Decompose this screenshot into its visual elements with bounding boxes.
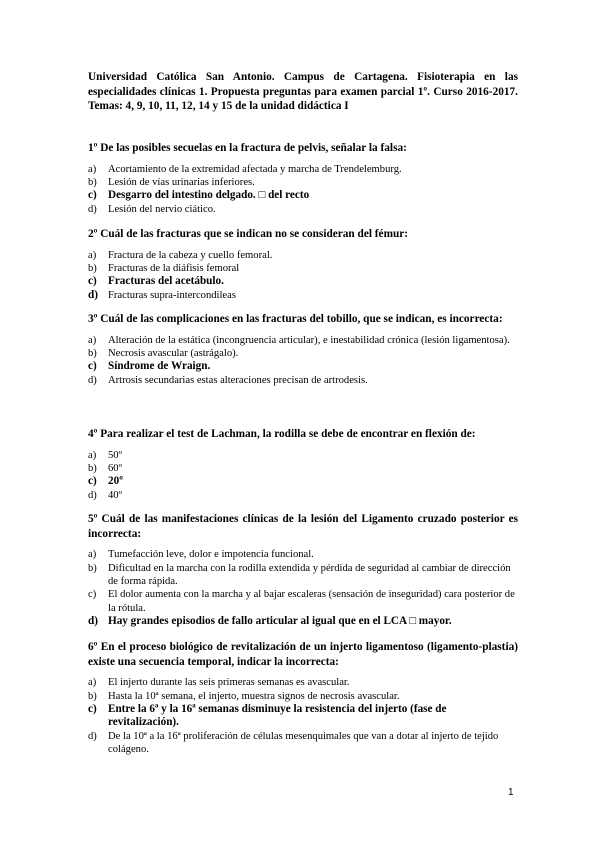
option-b [88, 562, 518, 589]
option-c-correct [88, 189, 518, 202]
option-text: Síndrome de Wraign. [108, 360, 211, 373]
option-text: Acortamiento de la extremidad afectada y marcha de Trendelemburg. [108, 163, 402, 175]
option-a [88, 548, 518, 561]
option-text: El injerto durante las seis primeras semanas es avascular. [108, 677, 350, 689]
question-title: 6º En el proceso biológico de revitalización de un injerto ligamentoso (ligamento-plastia) existe una secuencia temporal, indicar la incorrecta: [88, 641, 518, 668]
option-letter: d) [88, 489, 97, 501]
option-letter: c) [88, 475, 97, 488]
option-letter: d) [88, 615, 98, 628]
question-3 [88, 312, 518, 387]
option-text: Hay grandes episodios de fallo articular al igual que en el LCA □ mayor. [108, 615, 452, 628]
option-text: Alteración de la estática (incongruencia articular), e inestabilidad crónica (lesión ligamentosa). [108, 334, 510, 346]
question-title: 2º Cuál de las fracturas que se indican no se consideran del fémur: [88, 228, 409, 240]
question-title: 1º De las posibles secuelas en la fractura de pelvis, señalar la falsa: [88, 142, 407, 154]
question-title: 3º Cuál de las complicaciones en las fracturas del tobillo, que se indican, es incorrecta: [88, 313, 503, 325]
option-letter: a) [88, 677, 97, 689]
option-d [88, 489, 518, 502]
options-list [88, 163, 518, 217]
option-letter: d) [88, 203, 97, 215]
option-text: 60º [108, 463, 122, 474]
option-a [88, 449, 518, 462]
question-4 [88, 427, 518, 502]
option-text: Fracturas de la diáfisis femoral [108, 263, 240, 274]
option-text: Artrosis secundarias estas alteraciones precisan de artrodesis. [108, 374, 368, 386]
option-d [88, 730, 518, 757]
option-letter: b) [88, 562, 97, 574]
option-c-correct [88, 275, 518, 288]
option-letter: a) [88, 449, 97, 461]
option-b [88, 462, 518, 475]
option-a [88, 249, 518, 262]
option-letter: c) [88, 275, 97, 288]
option-b [88, 262, 518, 275]
option-letter: b) [88, 690, 97, 702]
option-text: Hasta la 10ª semana, el injerto, muestra signos de necrosis avascular. [108, 690, 400, 702]
option-letter: c) [88, 589, 97, 601]
option-text: Fracturas supra-intercondileas [108, 289, 236, 301]
options-list [88, 334, 518, 388]
option-a [88, 163, 518, 176]
option-letter: c) [88, 703, 97, 715]
option-text: 20º [108, 475, 123, 488]
options-list [88, 249, 518, 303]
page-number: 1 [508, 787, 514, 798]
option-text: Entre la 6ª y la 16ª semanas disminuye la resistencia del injerto (fase de revitalización). [108, 703, 447, 729]
option-letter: d) [88, 374, 97, 386]
option-d-correct [88, 615, 518, 628]
option-text: El dolor aumenta con la marcha y al bajar escaleras (sensación de inseguridad) cara posterior de la rótula. [108, 589, 515, 614]
option-letter: b) [88, 263, 97, 274]
option-letter: b) [88, 177, 97, 188]
options-list [88, 676, 518, 756]
option-letter: b) [88, 348, 97, 359]
options-list [88, 449, 518, 503]
option-letter: d) [88, 288, 98, 301]
option-text: Lesión del nervio ciático. [108, 203, 216, 215]
option-b [88, 690, 518, 703]
option-text: De la 10ª a la 16ª proliferación de células mesenquimales que van a dotar al injerto de tejido colágeno. [108, 730, 499, 756]
option-c-correct [88, 475, 518, 488]
option-d [88, 203, 518, 216]
option-letter: a) [88, 249, 97, 261]
question-title: 5º Cuál de las manifestaciones clínicas de la lesión del Ligamento cruzado posterior es incorrecta: [88, 513, 518, 540]
question-5 [88, 512, 518, 629]
option-letter: c) [88, 360, 97, 373]
option-letter: a) [88, 163, 97, 175]
option-text: Fracturas del acetábulo. [108, 275, 224, 288]
option-text: 40º [108, 489, 122, 501]
option-b [88, 347, 518, 360]
option-letter: b) [88, 463, 97, 474]
option-text: Lesión de vías urinarias inferiores. [108, 177, 255, 188]
option-a [88, 676, 518, 689]
question-1 [88, 141, 518, 216]
option-letter: d) [88, 730, 97, 742]
question-2 [88, 227, 518, 302]
option-letter: a) [88, 549, 97, 561]
options-list [88, 548, 518, 628]
option-text: Desgarro del intestino delgado. □ del recto [108, 189, 310, 202]
question-title: 4º Para realizar el test de Lachman, la rodilla se debe de encontrar en flexión de: [88, 428, 476, 440]
option-a [88, 334, 518, 347]
option-text: Fractura de la cabeza y cuello femoral. [108, 249, 273, 261]
question-6 [88, 640, 518, 757]
option-letter: c) [88, 189, 97, 202]
option-b [88, 176, 518, 189]
option-d-bold [88, 289, 518, 302]
option-text: 50º [108, 449, 122, 461]
document-header: Universidad Católica San Antonio. Campus de Cartagena. Fisioterapia en las especialidades clínicas 1. Propuesta preguntas para examen parcial 1º. Curso 2016-2017. Temas: 4, 9, 10, 11, 12, 14 y 15 de la unidad didáctica I [88, 71, 518, 113]
option-text: Tumefacción leve, dolor e impotencia funcional. [108, 549, 314, 561]
option-c [88, 588, 518, 615]
option-c-correct [88, 360, 518, 373]
option-c-correct [88, 703, 518, 730]
option-text: Dificultad en la marcha con la rodilla extendida y pérdida de seguridad al cambiar de dirección de forma rápida. [108, 562, 511, 587]
option-text: Necrosis avascular (astrágalo). [108, 348, 239, 359]
option-d [88, 374, 518, 387]
option-letter: a) [88, 334, 97, 346]
